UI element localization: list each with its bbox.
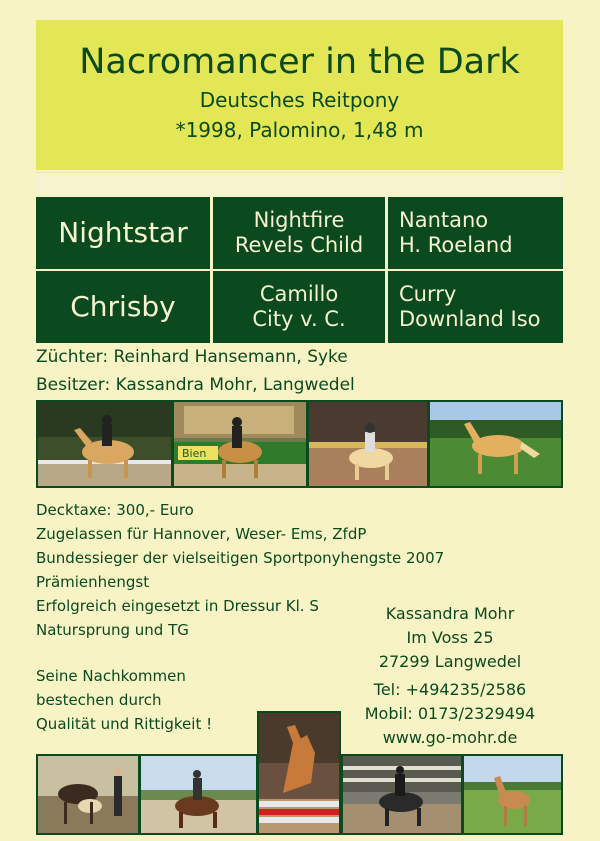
sire-sire-line2: Revels Child xyxy=(234,233,364,257)
contact-street: Im Voss 25 xyxy=(406,628,494,647)
photo-horse-field xyxy=(428,400,563,488)
contact-tel[interactable]: Tel: +494235/2586 xyxy=(373,680,527,699)
photo-show-arena xyxy=(341,754,463,835)
fact-champion: Bundessieger der vielseitigen Sportponyhengste 2007 xyxy=(36,549,445,567)
photo-mare-foal xyxy=(36,754,140,835)
dam-dam-line2: Downland Iso xyxy=(399,307,541,331)
pedigree-sire xyxy=(36,197,210,269)
pedigree-dam-dam xyxy=(388,271,563,343)
sire-sire-line1: Nightfire xyxy=(253,207,345,232)
photo-dressage-outdoor xyxy=(36,400,173,488)
sire-name: Nightstar xyxy=(58,216,188,250)
title-banner xyxy=(36,20,563,170)
dam-name: Chrisby xyxy=(70,290,176,324)
fact-approval: Zugelassen für Hannover, Weser- Ems, ZfdP xyxy=(36,525,367,543)
contact-city: 27299 Langwedel xyxy=(378,652,522,671)
offspring-line1: Seine Nachkommen xyxy=(36,667,186,685)
pedigree-sire-sire xyxy=(213,197,385,269)
sire-dam-line1: Nantano xyxy=(399,207,489,232)
contact-address xyxy=(344,602,556,674)
sire-dam-line2: H. Roeland xyxy=(399,233,513,257)
owner: Besitzer: Kassandra Mohr, Langwedel xyxy=(36,375,355,395)
offspring-text xyxy=(36,664,212,736)
pedigree-dam-sire xyxy=(213,271,385,343)
photo-indoor-arena xyxy=(307,400,429,488)
fact-breeding: Natursprung und TG xyxy=(36,621,189,639)
contact-website-link[interactable]: www.go-mohr.de xyxy=(382,728,518,747)
divider-strip xyxy=(36,172,563,195)
horse-details: *1998, Palomino, 1,48 m xyxy=(175,118,424,142)
offspring-line3: Qualität und Rittigkeit ! xyxy=(36,715,213,733)
breed: Deutsches Reitpony xyxy=(199,88,400,112)
dam-sire-line1: Camillo xyxy=(259,281,339,306)
dam-dam-line1: Curry xyxy=(399,281,457,306)
sponsor-banner-text: Bien xyxy=(182,447,207,460)
offspring-line2: bestechen durch xyxy=(36,691,162,709)
dam-sire-line2: City v. C. xyxy=(252,307,346,331)
fact-premium: Prämienhengst xyxy=(36,573,150,591)
contact-name: Kassandra Mohr xyxy=(385,604,515,623)
horse-name: Nacromancer in the Dark xyxy=(79,42,520,82)
fact-stud-fee: Decktaxe: 300,- Euro xyxy=(36,501,194,519)
contact-mobile[interactable]: Mobil: 0173/2329494 xyxy=(364,704,536,723)
photo-riding-outdoor xyxy=(139,754,258,835)
pedigree-dam xyxy=(36,271,210,343)
photo-free-jumping xyxy=(257,711,341,835)
contact-phones xyxy=(344,678,556,750)
pedigree-table xyxy=(36,197,563,343)
pedigree-sire-dam xyxy=(388,197,563,269)
photo-dressage-arena xyxy=(172,400,308,488)
fact-dressage: Erfolgreich eingesetzt in Dressur Kl. S xyxy=(36,597,319,615)
breeder: Züchter: Reinhard Hansemann, Syke xyxy=(36,347,348,367)
photo-foal-meadow xyxy=(462,754,563,835)
